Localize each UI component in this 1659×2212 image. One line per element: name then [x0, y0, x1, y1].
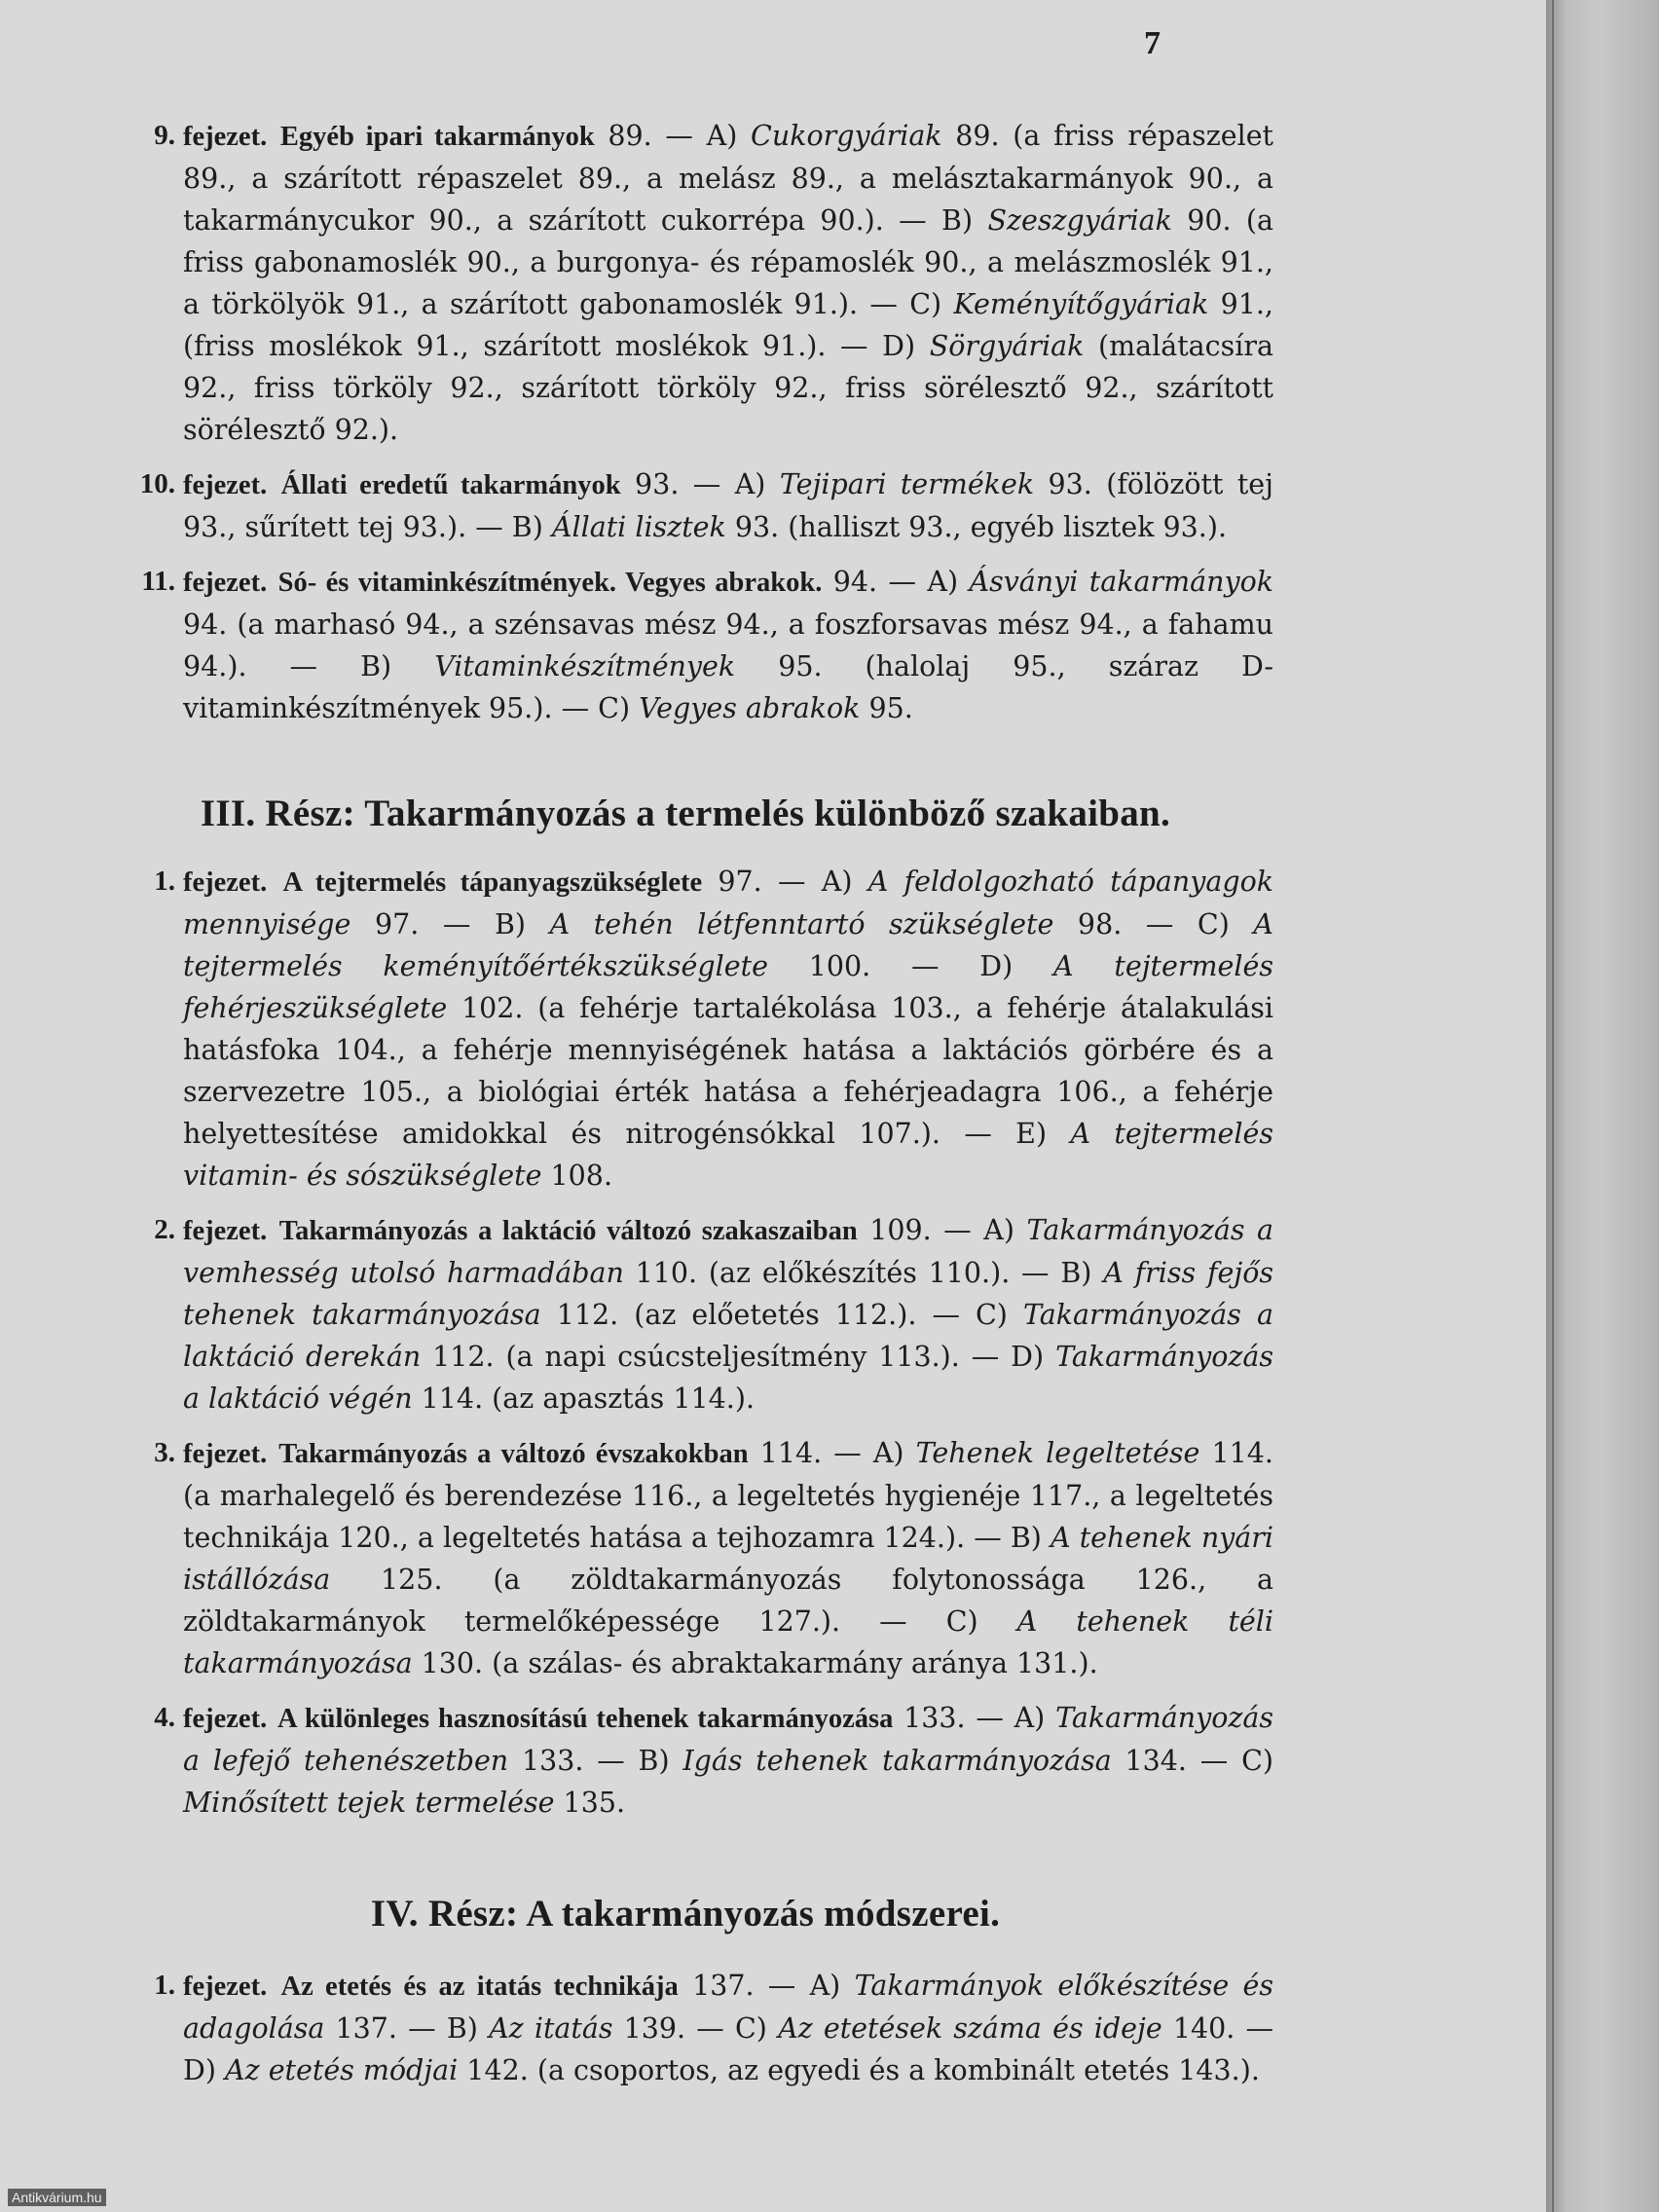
chapter-text: [183, 561, 1273, 729]
section-title: Takarmányozás a laktáció végén: [183, 1341, 1273, 1415]
chapter-text: [183, 1432, 1273, 1684]
chapter-title: A tejtermelés tápanyagszükséglete: [282, 867, 703, 898]
table-of-contents: [97, 115, 1273, 2091]
watermark: Antikvárium.hu: [8, 2189, 106, 2206]
section-title: A tejtermelés fehérjeszükséglete: [183, 950, 1273, 1024]
section-text: 97. — A): [702, 866, 868, 898]
section-text: 89. (a friss répaszelet 89., a szárított répaszelet 89., a melász 89., a melásztakarmányok 90., a takarmánycukor 90., a szárított cukorrépa 90.). — B): [183, 120, 1274, 237]
section-title: Szeszgyáriak: [987, 204, 1172, 237]
section-title: Vitaminkészítmények: [434, 650, 736, 682]
chapter-label: fejezet.: [183, 470, 268, 500]
section-text: 133. — B): [508, 1745, 683, 1777]
section-title: Takarmányozás a vemhesség utolsó harmadában: [183, 1214, 1273, 1289]
chapter-label: fejezet.: [183, 867, 268, 898]
section-text: 95.: [860, 692, 913, 724]
part-3-heading: III. Rész: Takarmányozás a termelés különböző szakaiban.: [200, 793, 1171, 834]
section-text: 100. — D): [767, 950, 1054, 982]
chapter-label: fejezet.: [183, 1972, 268, 2002]
chapter-text: [183, 1209, 1273, 1419]
section-text: 133. — A): [893, 1702, 1056, 1734]
section-text: 90. (a friss gabonamoslék 90., a burgonya- és répamoslék 90., a melászmoslék 91., a törkölyök 91., a szárított gabonamoslék 91.). — C): [183, 204, 1273, 320]
section-text: 112. (az előetetés 112.). — C): [540, 1299, 1023, 1331]
section-title: Takarmányozás a lefejő tehenészetben: [183, 1702, 1274, 1777]
section-title: A tehenek nyári istállózása: [183, 1522, 1273, 1596]
section-title: A friss fejős tehenek takarmányozása: [183, 1257, 1273, 1331]
section-title: Vegyes abrakok: [639, 692, 861, 724]
section-title: Tejipari termékek: [779, 468, 1035, 500]
chapter-number: 11.: [141, 566, 175, 597]
chapter-number: 1.: [154, 1970, 175, 2001]
section-title: Állati lisztek: [551, 511, 726, 543]
section-title: A tejtermelés keményítőértékszükséglete: [183, 908, 1273, 982]
section-title: Tehenek legeltetése: [915, 1437, 1200, 1469]
section-text: 97. — B): [350, 908, 550, 940]
chapter-text: [183, 861, 1273, 1197]
section-text: 134. — C): [1111, 1745, 1274, 1777]
chapter-entry: [97, 1965, 1273, 2091]
chapter-title: A különleges hasznosítású tehenek takarmányozása: [276, 1704, 894, 1734]
section-text: 110. (az előkészítés 110.). — B): [623, 1257, 1104, 1289]
section-text: 139. — C): [612, 2012, 779, 2045]
chapter-entry: [97, 1209, 1273, 1419]
section-text: 109. — A): [857, 1214, 1027, 1246]
section-text: (malátacsíra 92., friss törköly 92., szárított törköly 92., friss sörélesztő 92., szárított sörélesztő 92.).: [183, 330, 1273, 446]
section-title: A feldolgozható tápanyagok mennyisége: [183, 866, 1274, 940]
chapter-entry: [97, 861, 1273, 1197]
section-text: 98. — C): [1053, 908, 1254, 940]
section-text: 137. — A): [678, 1970, 855, 2002]
chapter-number: 4.: [154, 1702, 175, 1733]
section-text: 95. (halolaj 95., száraz D-vitaminkészítmények 95.). — C): [183, 650, 1273, 724]
section-text: 130. (a szálas- és abraktakarmány aránya 131.).: [412, 1647, 1098, 1679]
chapter-group-part3: [97, 861, 1273, 1824]
chapter-number: 9.: [154, 120, 175, 151]
section-text: 114. (az apasztás 114.).: [412, 1382, 756, 1415]
section-text: 108.: [541, 1160, 613, 1192]
chapter-entry: [97, 1432, 1273, 1684]
chapter-label: fejezet.: [183, 1439, 268, 1469]
chapter-title: Egyéb ipari takarmányok: [279, 122, 595, 152]
chapter-title: Takarmányozás a változó évszakokban: [278, 1439, 749, 1469]
chapter-title: Állati eredetű takarmányok: [280, 470, 621, 500]
section-text: 93. — A): [620, 468, 780, 500]
chapter-title: Só- és vitaminkészítmények. Vegyes abrakok.: [277, 568, 823, 598]
section-title: Az itatás: [489, 2012, 613, 2045]
chapter-text: [183, 1965, 1273, 2091]
section-text: 102. (a fehérje tartalékolása 103., a fehérje átalakulási hatásfoka 104., a fehérje mennyiségének hatása a laktációs görbére és a szervezetre 105., a biológiai érték hatása a fehérjeadagra 106., a fehérje helyettesítése amidokkal és nitrogénsókkal 107.). — E): [183, 992, 1273, 1150]
section-title: A tehén létfenntartó szükséglete: [549, 908, 1054, 940]
section-title: Takarmányozás a laktáció derekán: [183, 1299, 1273, 1373]
chapter-number: 1.: [154, 866, 175, 897]
section-text: 114. — A): [748, 1437, 916, 1469]
section-text: 93. (halliszt 93., egyéb lisztek 93.).: [725, 511, 1228, 543]
chapter-group-part4: [97, 1965, 1273, 2091]
section-text: 94. — A): [822, 566, 970, 598]
chapter-number: 10.: [139, 468, 175, 499]
chapter-group-part2: [97, 115, 1273, 729]
section-text: 93. (fölözött tej 93., sűrített tej 93.). — B): [183, 468, 1274, 543]
section-title: A tehenek téli takarmányozása: [183, 1605, 1274, 1679]
section-text: 112. (a napi csúcsteljesítmény 113.). — D): [421, 1341, 1056, 1373]
chapter-number: 3.: [154, 1437, 175, 1468]
section-text: 142. (a csoportos, az egyedi és a kombinált etetés 143.).: [458, 2054, 1260, 2086]
section-title: Az etetések száma és ideje: [778, 2012, 1162, 2045]
section-title: Sörgyáriak: [929, 330, 1085, 362]
section-title: Ásványi takarmányok: [969, 566, 1273, 598]
chapter-entry: [97, 463, 1273, 548]
section-title: Cukorgyáriak: [751, 120, 942, 152]
section-title: Keményítőgyáriak: [953, 288, 1209, 320]
section-title: Takarmányok előkészítése és adagolása: [183, 1970, 1274, 2045]
chapter-label: fejezet.: [183, 568, 268, 598]
chapter-label: fejezet.: [183, 1216, 268, 1246]
section-text: 89. — A): [594, 120, 752, 152]
section-text: 114. (a marhalegelő és berendezése 116., a legeltetés hygienéje 117., a legeltetés technikája 120., a legeltetés hatása a tejhozamra 124.). — B): [183, 1437, 1273, 1554]
chapter-entry: [97, 561, 1273, 729]
chapter-title: Az etetés és az itatás technikája: [280, 1972, 679, 2002]
section-text: 135.: [554, 1787, 626, 1819]
chapter-text: [183, 463, 1273, 548]
chapter-label: fejezet.: [183, 122, 268, 152]
section-text: 94. (a marhasó 94., a szénsavas mész 94., a foszforsavas mész 94., a fahamu 94.). — B): [183, 608, 1273, 682]
chapter-entry: [97, 115, 1273, 451]
chapter-text: [183, 1697, 1273, 1824]
part-4-heading: IV. Rész: A takarmányozás módszerei.: [370, 1893, 1001, 1935]
section-title: Minősített tejek termelése: [183, 1787, 555, 1819]
section-title: Az etetés módjai: [225, 2054, 459, 2086]
section-text: 91., (friss moslékok 91., szárított moslékok 91.). — D): [183, 288, 1273, 362]
page-number: 7: [1144, 25, 1161, 61]
section-text: 137. — B): [324, 2012, 490, 2045]
chapter-entry: [97, 1697, 1273, 1824]
chapter-label: fejezet.: [183, 1704, 268, 1734]
chapter-number: 2.: [154, 1214, 175, 1245]
section-title: Igás tehenek takarmányozása: [682, 1745, 1112, 1777]
chapter-title: Takarmányozás a laktáció változó szakaszaiban: [278, 1216, 858, 1246]
section-title: A tejtermelés vitamin- és sószükséglete: [183, 1118, 1273, 1192]
section-text: 125. (a zöldtakarmányozás folytonossága 126., a zöldtakarmányok termelőképessége 127.). — C): [183, 1564, 1273, 1638]
chapter-text: [183, 115, 1273, 451]
section-text: 140. — D): [183, 2012, 1273, 2086]
page-edge: [1546, 0, 1659, 2212]
